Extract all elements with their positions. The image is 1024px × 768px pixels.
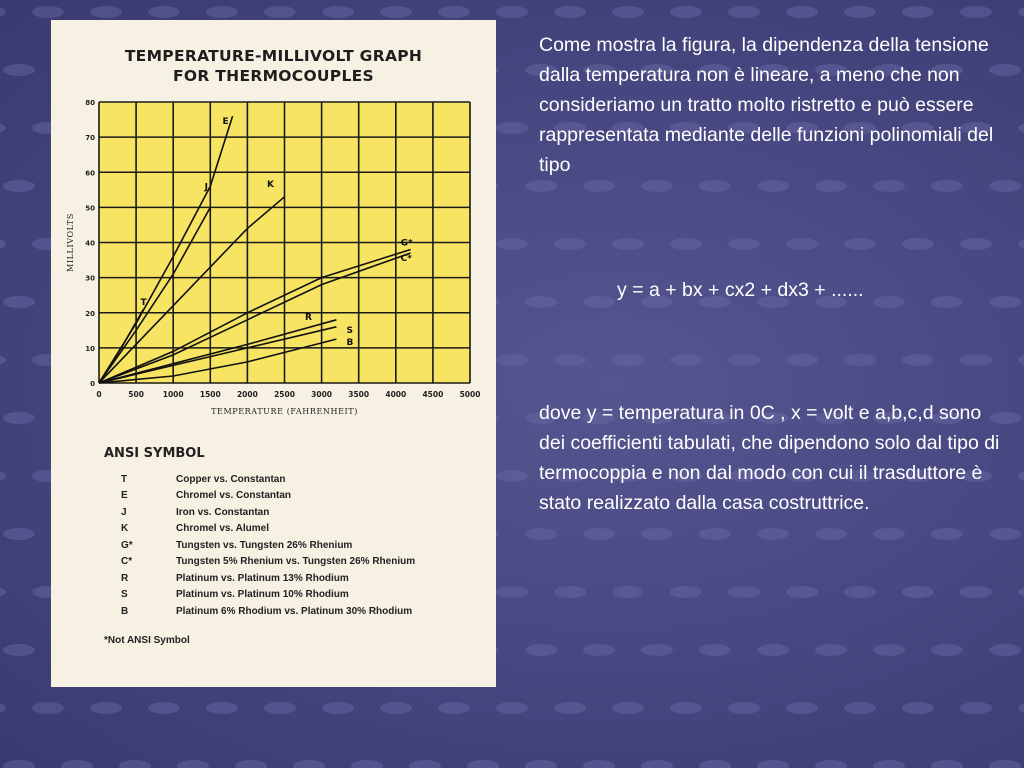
background-dot: [670, 6, 702, 18]
background-dot: [351, 760, 383, 768]
background-dot: [989, 644, 1021, 656]
background-dot: [583, 296, 615, 308]
background-dot: [177, 760, 209, 768]
legend-symbol: K: [121, 523, 129, 535]
background-dot: [554, 586, 586, 598]
background-dot: [380, 702, 412, 714]
legend-symbol: S: [121, 589, 128, 601]
legend-row: [104, 587, 489, 604]
legend-symbol: R: [121, 572, 129, 584]
background-dot: [1018, 122, 1024, 134]
legend-row: [104, 603, 489, 620]
background-dot: [438, 702, 470, 714]
y-tick-label: 40: [85, 239, 95, 248]
x-axis-label: TEMPERATURE (FAHRENHEIT): [211, 407, 358, 416]
background-dot: [699, 180, 731, 192]
legend-description: Chromel vs. Alumel: [176, 523, 269, 535]
x-tick-label: 2500: [274, 390, 295, 399]
legend-row: [104, 554, 489, 571]
background-dot: [960, 586, 992, 598]
background-dot: [583, 760, 615, 768]
background-dot: [235, 760, 267, 768]
background-dot: [90, 702, 122, 714]
background-dot: [496, 470, 528, 482]
background-dot: [0, 6, 6, 18]
background-dot: [438, 6, 470, 18]
y-tick-label: 50: [85, 204, 95, 213]
y-tick-label: 10: [85, 344, 95, 353]
series-label: G*: [400, 238, 413, 249]
background-dot: [641, 644, 673, 656]
x-tick-label: 3000: [311, 390, 333, 399]
background-dot: [90, 6, 122, 18]
series-label: C*: [400, 254, 412, 265]
background-dot: [3, 412, 35, 424]
background-dot: [786, 354, 818, 366]
background-dot: [670, 354, 702, 366]
background-dot: [989, 180, 1021, 192]
background-dot: [844, 586, 876, 598]
background-dot: [960, 6, 992, 18]
background-dot: [786, 702, 818, 714]
background-dot: [844, 354, 876, 366]
background-dot: [960, 238, 992, 250]
background-dot: [902, 702, 934, 714]
background-dot: [3, 180, 35, 192]
polynomial-formula: y = a + bx + cx2 + dx3 + ......: [617, 279, 864, 301]
background-dot: [844, 6, 876, 18]
background-dot: [0, 354, 6, 366]
legend-description: Iron vs. Constantan: [176, 506, 270, 518]
background-dot: [1018, 6, 1024, 18]
background-dot: [554, 354, 586, 366]
background-dot: [728, 586, 760, 598]
y-tick-label: 20: [85, 309, 95, 318]
background-dot: [757, 180, 789, 192]
background-dot: [583, 528, 615, 540]
background-dot: [931, 644, 963, 656]
background-dot: [757, 760, 789, 768]
legend-row: [104, 471, 489, 488]
background-dot: [873, 644, 905, 656]
legend-row: [104, 504, 489, 521]
background-dot: [554, 702, 586, 714]
series-label: S: [346, 325, 353, 336]
background-dot: [931, 760, 963, 768]
series-label: T: [140, 298, 147, 309]
background-dot: [0, 586, 6, 598]
x-tick-label: 500: [128, 390, 144, 399]
background-dot: [496, 238, 528, 250]
background-dot: [293, 760, 325, 768]
x-tick-label: 0: [96, 390, 102, 399]
background-dot: [496, 122, 528, 134]
legend-footnote: *Not ANSI Symbol: [104, 635, 190, 646]
chart-title: TEMPERATURE-MILLIVOLT GRAPH FOR THERMOCOUPLES: [124, 47, 423, 85]
background-dot: [699, 528, 731, 540]
x-tick-label: 1000: [162, 390, 184, 399]
background-dot: [525, 760, 557, 768]
x-tick-label: 4000: [385, 390, 407, 399]
background-dot: [873, 760, 905, 768]
legend-description: Platinum vs. Platinum 13% Rhodium: [176, 572, 349, 584]
background-dot: [3, 528, 35, 540]
background-dot: [641, 760, 673, 768]
series-label: E: [222, 117, 229, 128]
definition-paragraph: dove y = temperatura in 0C , x = volt e a,b,c,d sono dei coefficienti tabulati, che dipendono solo dal tipo di termocoppia e non dal modo con cui il trasduttore è stato realizzato dalla casa costruttrice.: [539, 402, 1000, 514]
x-tick-label: 3500: [348, 390, 370, 399]
background-dot: [148, 6, 180, 18]
background-dot: [496, 6, 528, 18]
background-dot: [206, 702, 238, 714]
background-dot: [496, 702, 528, 714]
background-dot: [815, 180, 847, 192]
background-dot: [525, 644, 557, 656]
background-dot: [931, 180, 963, 192]
background-dot: [699, 760, 731, 768]
legend-description: Tungsten 5% Rhenium vs. Tungsten 26% Rhenium: [176, 556, 416, 568]
background-dot: [757, 528, 789, 540]
background-dot: [264, 6, 296, 18]
background-dot: [554, 6, 586, 18]
legend-description: Platinum 6% Rhodium vs. Platinum 30% Rhodium: [176, 605, 413, 617]
background-dot: [902, 354, 934, 366]
y-tick-label: 60: [85, 169, 95, 178]
thermocouple-chart: [51, 20, 496, 440]
background-dot: [728, 238, 760, 250]
background-dot: [670, 702, 702, 714]
background-dot: [815, 760, 847, 768]
ansi-symbol-legend: [104, 446, 489, 620]
thermocouple-figure: [51, 20, 496, 687]
background-dot: [902, 238, 934, 250]
background-dot: [728, 6, 760, 18]
background-dot: [61, 760, 93, 768]
y-tick-label: 80: [85, 99, 95, 107]
background-dot: [612, 354, 644, 366]
background-dot: [931, 528, 963, 540]
background-dot: [525, 528, 557, 540]
x-tick-label: 5000: [459, 390, 481, 399]
intro-paragraph: Come mostra la figura, la dipendenza della tensione dalla temperatura non è lineare, a meno che non consideriamo un tratto molto ristretto e può essere rappresentata mediante delle funzioni polinomiali del tipo: [539, 34, 994, 176]
legend-description: Copper vs. Constantan: [176, 473, 286, 485]
legend-row: [104, 537, 489, 554]
background-dot: [873, 180, 905, 192]
background-dot: [728, 702, 760, 714]
background-dot: [525, 296, 557, 308]
background-dot: [0, 702, 6, 714]
background-dot: [757, 644, 789, 656]
background-dot: [583, 644, 615, 656]
background-dot: [989, 760, 1021, 768]
background-dot: [496, 354, 528, 366]
legend-symbol: G*: [121, 539, 133, 551]
background-dot: [119, 760, 151, 768]
background-dot: [815, 644, 847, 656]
background-dot: [641, 180, 673, 192]
x-tick-label: 1500: [199, 390, 221, 399]
background-dot: [960, 702, 992, 714]
background-dot: [1018, 238, 1024, 250]
legend-symbol: B: [121, 605, 129, 617]
legend-row: [104, 488, 489, 505]
background-dot: [467, 760, 499, 768]
background-dot: [815, 528, 847, 540]
background-dot: [989, 528, 1021, 540]
background-dot: [960, 354, 992, 366]
background-dot: [1018, 702, 1024, 714]
legend-heading: ANSI SYMBOL: [104, 446, 205, 461]
background-dot: [264, 702, 296, 714]
legend-row: [104, 570, 489, 587]
background-dot: [699, 644, 731, 656]
legend-row: [104, 521, 489, 538]
background-dot: [844, 702, 876, 714]
legend-symbol: J: [121, 506, 127, 518]
x-tick-label: 4500: [422, 390, 444, 399]
legend-symbol: C*: [121, 556, 133, 568]
background-dot: [148, 702, 180, 714]
background-dot: [1018, 470, 1024, 482]
y-axis-label: MILLIVOLTS: [66, 213, 75, 272]
y-tick-label: 70: [85, 134, 95, 143]
background-dot: [409, 760, 441, 768]
series-label: R: [304, 312, 312, 323]
background-dot: [612, 6, 644, 18]
background-dot: [844, 238, 876, 250]
background-dot: [612, 586, 644, 598]
background-dot: [902, 6, 934, 18]
background-dot: [3, 296, 35, 308]
background-dot: [380, 6, 412, 18]
background-dot: [786, 586, 818, 598]
background-dot: [3, 760, 35, 768]
legend-symbol: T: [121, 473, 128, 485]
background-dot: [322, 702, 354, 714]
background-dot: [3, 64, 35, 76]
background-dot: [1018, 586, 1024, 598]
background-dot: [322, 6, 354, 18]
background-dot: [612, 702, 644, 714]
background-dot: [786, 6, 818, 18]
background-dot: [554, 238, 586, 250]
background-dot: [902, 586, 934, 598]
background-dot: [612, 238, 644, 250]
background-dot: [3, 644, 35, 656]
background-dot: [0, 238, 6, 250]
background-dot: [32, 702, 64, 714]
background-dot: [496, 586, 528, 598]
background-dot: [32, 6, 64, 18]
legend-description: Platinum vs. Platinum 10% Rhodium: [176, 589, 349, 601]
y-tick-label: 30: [85, 274, 95, 283]
background-dot: [206, 6, 238, 18]
background-dot: [583, 180, 615, 192]
background-dot: [1018, 354, 1024, 366]
background-dot: [525, 180, 557, 192]
legend-description: Chromel vs. Constantan: [176, 490, 292, 502]
background-dot: [0, 470, 6, 482]
background-dot: [641, 528, 673, 540]
legend-description: Tungsten vs. Tungsten 26% Rhenium: [176, 539, 353, 551]
y-tick-label: 0: [90, 380, 95, 388]
series-label: K: [267, 179, 274, 190]
background-dot: [670, 238, 702, 250]
background-dot: [728, 354, 760, 366]
series-label: B: [346, 338, 354, 349]
background-dot: [0, 122, 6, 134]
background-dot: [873, 528, 905, 540]
background-dot: [786, 238, 818, 250]
x-tick-label: 2000: [236, 390, 258, 399]
background-dot: [670, 586, 702, 598]
legend-symbol: E: [121, 490, 128, 502]
series-label: J: [204, 182, 208, 193]
